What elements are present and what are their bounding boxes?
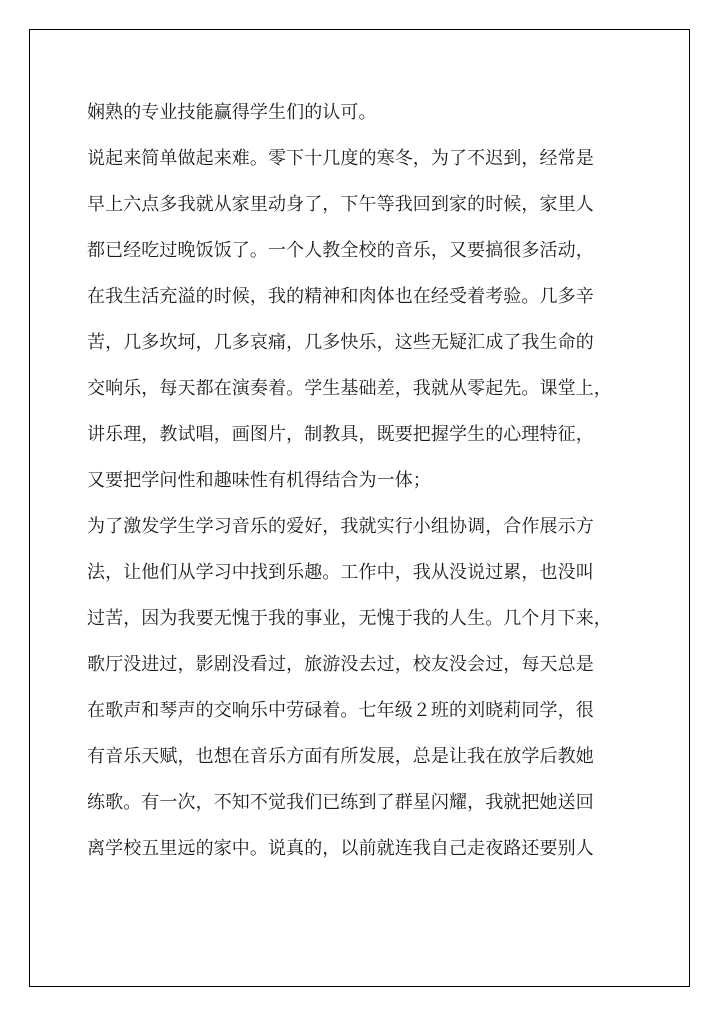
text-line: 说起来简单做起来难。零下十几度的寒冬，为了不迟到，经常是	[87, 148, 594, 169]
text-line: 在歌声和琴声的交响乐中劳碌着。七年级２班的刘晓莉同学，很	[87, 700, 594, 721]
text-line: 又要把学问性和趣味性有机得结合为一体；	[87, 470, 431, 491]
text-line: 娴熟的专业技能赢得学生们的认可。	[87, 102, 377, 123]
text-line: 都已经吃过晚饭饭了。一个人教全校的音乐，又要搞很多活动，	[87, 240, 594, 261]
text-line: 歌厅没进过，影剧没看过，旅游没去过，校友没会过，每天总是	[87, 654, 594, 675]
document-body	[87, 90, 647, 872]
text-line: 法，让他们从学习中找到乐趣。工作中，我从没说过累，也没叫	[87, 562, 594, 583]
text-line: 早上六点多我就从家里动身了，下午等我回到家的时候，家里人	[87, 194, 594, 215]
text-line: 离学校五里远的家中。说真的，以前就连我自己走夜路还要别人	[87, 838, 594, 859]
text-line: 为了激发学生学习音乐的爱好，我就实行小组协调，合作展示方	[87, 516, 594, 537]
text-line: 过苦，因为我要无愧于我的事业，无愧于我的人生。几个月下来，	[87, 608, 612, 629]
text-line: 练歌。有一次，不知不觉我们已练到了群星闪耀，我就把她送回	[87, 792, 594, 813]
text-line: 在我生活充溢的时候，我的精神和肉体也在经受着考验。几多辛	[87, 286, 594, 307]
text-line: 交响乐，每天都在演奏着。学生基础差，我就从零起先。课堂上，	[87, 378, 612, 399]
text-line: 讲乐理，教试唱，画图片，制教具，既要把握学生的心理特征，	[87, 424, 594, 445]
text-line: 苦，几多坎坷，几多哀痛，几多快乐，这些无疑汇成了我生命的	[87, 332, 594, 353]
text-line: 有音乐天赋，也想在音乐方面有所发展，总是让我在放学后教她	[87, 746, 594, 767]
